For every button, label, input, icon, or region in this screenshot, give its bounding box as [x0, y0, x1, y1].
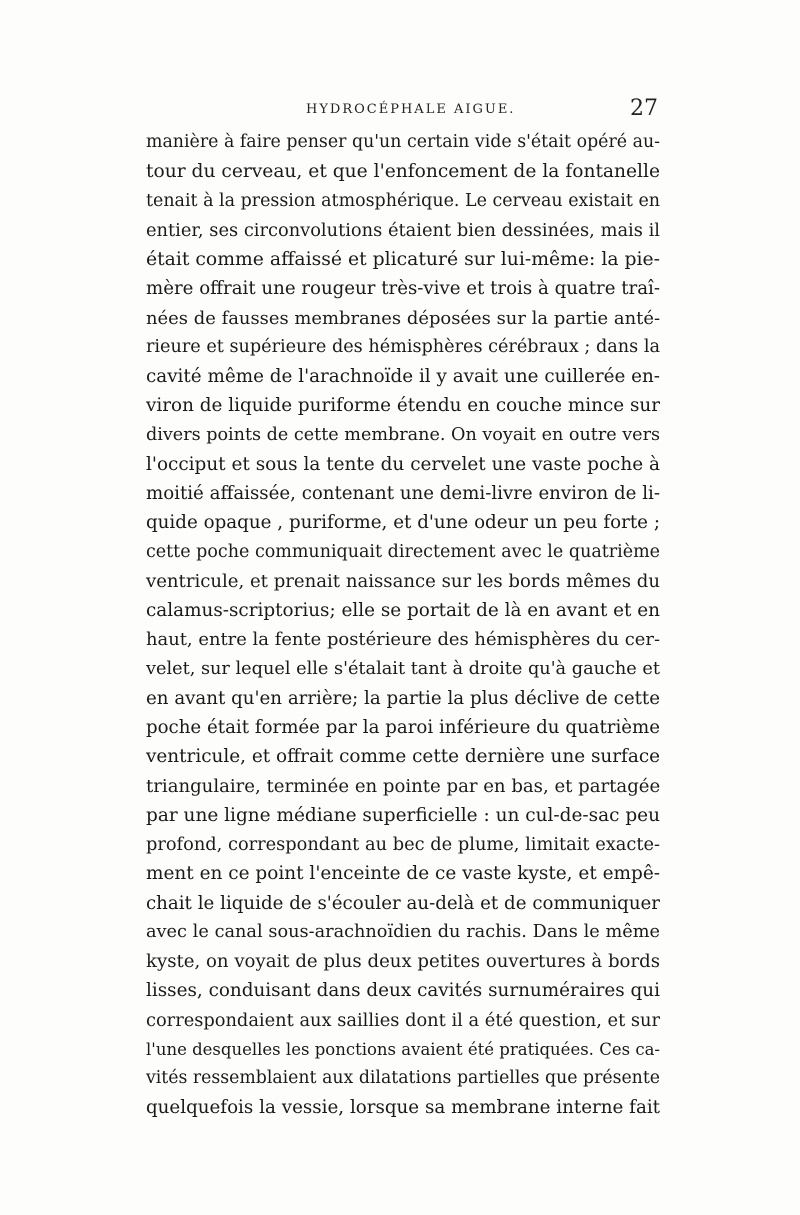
text-line: en avant qu'en arrière; la partie la plus déclive de cette [146, 687, 660, 709]
text-line: par une ligne médiane superficielle : un cul-de-sac peu [146, 804, 660, 826]
text-line: entier, ses circonvolutions étaient bien dessinées, mais il [146, 219, 660, 241]
page-number: 27 [630, 96, 658, 121]
text-line: moitié affaissée, contenant une demi-livre environ de li- [146, 483, 660, 504]
text-line: cette poche communiquait directement avec le quatrième [146, 541, 660, 562]
text-line: était comme affaissé et plicaturé sur lui-même: la pie- [146, 249, 660, 270]
text-line: calamus-scriptorius; elle se portait de là en avant et en [146, 600, 660, 621]
text-line: nées de fausses membranes déposées sur la partie anté- [146, 307, 660, 329]
text-line: kyste, on voyait de plus deux petites ouvertures à bords [146, 951, 660, 972]
text-line: manière à faire penser qu'un certain vide s'était opéré au- [146, 132, 660, 152]
text-line: cavité même de l'arachnoïde il y avait une cuillerée en- [146, 366, 660, 387]
text-line: vités ressemblaient aux dilatations partielles que présente [146, 1068, 660, 1088]
text-line: chait le liquide de s'écouler au-delà et de communiquer [146, 892, 660, 914]
running-head [146, 96, 658, 128]
text-line: tour du cerveau, et que l'enfoncement de la fontanelle [146, 161, 660, 183]
text-line: ventricule, et offrait comme cette dernière une surface [146, 746, 661, 768]
text-line: tenait à la pression atmosphérique. Le cerveau existait en [146, 190, 660, 211]
text-line: viron de liquide puriforme étendu en couche mince sur [146, 395, 660, 417]
text-line: ment en ce point l'enceinte de ce vaste kyste, et empê- [146, 863, 660, 885]
body-text [146, 128, 660, 1123]
text-line: l'une desquelles les ponctions avaient été pratiquées. Ces ca- [146, 1039, 660, 1059]
text-line: divers points de cette membrane. On voyait en outre vers [146, 424, 660, 445]
text-line: poche était formée par la paroi inférieure du quatrième [146, 717, 660, 738]
text-line: rieure et supérieure des hémisphères cérébraux ; dans la [146, 336, 660, 357]
text-line: quide opaque , puriforme, et d'une odeur un peu forte ; [146, 512, 660, 534]
text-line: mère offrait une rougeur très-vive et trois à quatre traî- [146, 278, 660, 300]
text-line: quelquefois la vessie, lorsque sa membrane interne fait [146, 1097, 660, 1119]
text-line: haut, entre la fente postérieure des hémisphères du cer- [146, 629, 660, 651]
text-line: avec le canal sous-arachnoïdien du rachis. Dans le même [146, 921, 660, 942]
text-line: triangulaire, terminée en pointe par en bas, et partagée [146, 775, 661, 797]
text-line: correspondaient aux saillies dont il a été question, et sur [146, 1009, 660, 1031]
text-line: ventricule, et prenait naissance sur les bords mêmes du [146, 570, 660, 592]
text-line: l'occiput et sous la tente du cervelet une vaste poche à [146, 453, 660, 475]
text-line: lisses, conduisant dans deux cavités surnuméraires qui [146, 980, 660, 1002]
running-title: HYDROCÉPHALE AIGUE. [306, 102, 516, 117]
text-line: velet, sur lequel elle s'étalait tant à droite qu'à gauche et [146, 658, 660, 679]
text-line: profond, correspondant au bec de plume, limitait exacte- [146, 834, 660, 855]
